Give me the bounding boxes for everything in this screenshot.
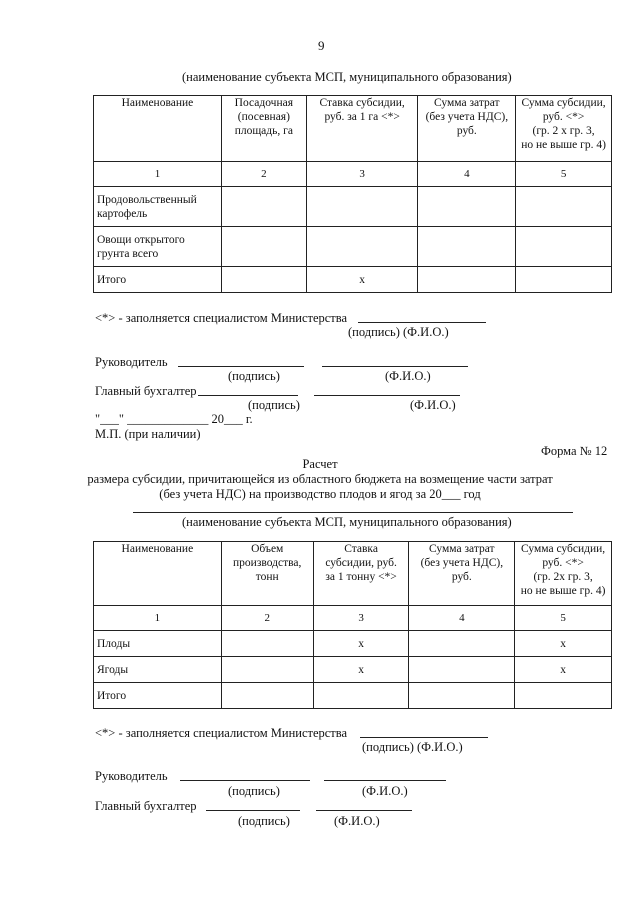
header-cell	[515, 542, 612, 606]
table-row	[94, 631, 612, 657]
table-cell: х	[306, 267, 418, 293]
row-name	[94, 657, 222, 683]
table-cell	[515, 683, 612, 709]
table-cell	[306, 227, 418, 267]
cell-line: но не выше гр. 4)	[520, 585, 606, 597]
table-cell	[418, 227, 516, 267]
date-line: "___" _____________ 20___ г.	[95, 412, 253, 426]
cell-line: Сумма затрат	[434, 97, 500, 109]
column-number: 4	[409, 606, 515, 631]
table-cell	[409, 683, 515, 709]
header-cell	[516, 96, 612, 162]
table-header-row	[94, 542, 612, 606]
entity-name-line[interactable]	[133, 512, 573, 513]
cell-line: тонн	[255, 571, 279, 583]
cell-line: Объем	[251, 543, 284, 555]
cell-line: Наименование	[121, 97, 194, 109]
cell-line: за 1 тонну <*>	[325, 571, 397, 583]
column-number: 3	[306, 162, 418, 187]
cell-line: руб.	[451, 571, 472, 583]
table-row	[94, 227, 612, 267]
header-cell	[94, 96, 222, 162]
column-number: 1	[94, 606, 222, 631]
accountant-name-line[interactable]	[314, 395, 460, 396]
accountant-signature-line[interactable]	[198, 395, 298, 396]
cell-line: картофель	[97, 207, 148, 220]
cell-line: производства,	[233, 557, 302, 569]
table-cell: х	[515, 631, 612, 657]
accountant-name-line[interactable]	[316, 810, 412, 811]
table-row	[94, 187, 612, 227]
accountant-label-1: Главный бухгалтер	[95, 384, 197, 398]
table-cell	[221, 267, 306, 293]
page-number: 9	[318, 38, 325, 53]
table-cell: х	[313, 631, 409, 657]
table-cell	[313, 683, 409, 709]
column-number: 2	[221, 606, 313, 631]
table-row	[94, 267, 612, 293]
entity-caption-1: (наименование субъекта МСП, муниципального образования)	[182, 70, 512, 84]
cell-line: Овощи открытого	[97, 233, 185, 246]
header-cell	[221, 96, 306, 162]
row-name	[94, 227, 222, 267]
table-cell	[221, 227, 306, 267]
cell-line: руб.	[456, 125, 477, 137]
cell-line: (гр. 2х гр. 3,	[533, 571, 593, 583]
cell-line: (без учета НДС),	[420, 557, 504, 569]
form-title: Расчет	[302, 457, 338, 471]
director-label-2: Руководитель	[95, 769, 168, 783]
table-cell	[516, 267, 612, 293]
form-subtitle-line1: размера субсидии, причитающейся из областного бюджета на возмещение части затрат	[87, 472, 553, 486]
column-number-row	[94, 606, 612, 631]
accountant-name-caption-2: (Ф.И.О.)	[334, 814, 380, 828]
table-cell	[418, 267, 516, 293]
accountant-label-2: Главный бухгалтер	[95, 799, 197, 813]
form-subtitle-line2: (без учета НДС) на производство плодов и ягод за 20___ год	[159, 487, 481, 501]
footnote-caption-1: (подпись) (Ф.И.О.)	[348, 325, 449, 339]
stamp-note: М.П. (при наличии)	[95, 427, 201, 441]
cell-line: Продовольственный	[97, 193, 197, 206]
cell-line: Ставка субсидии,	[319, 97, 405, 109]
accountant-sign-caption-1: (подпись)	[248, 398, 300, 412]
cell-line: Сумма субсидии,	[521, 543, 606, 555]
table-cell	[221, 657, 313, 683]
director-name-line[interactable]	[324, 780, 446, 781]
table-cell	[409, 631, 515, 657]
row-name	[94, 187, 222, 227]
director-name-caption-2: (Ф.И.О.)	[362, 784, 408, 798]
footnote-caption-2: (подпись) (Ф.И.О.)	[362, 740, 463, 754]
cell-line: Наименование	[121, 543, 194, 555]
footnote-1: <*> - заполняется специалистом Министерства	[95, 311, 348, 325]
column-number-row	[94, 162, 612, 187]
cell-line: Итого	[97, 273, 127, 286]
column-number: 2	[221, 162, 306, 187]
header-cell	[306, 96, 418, 162]
cell-line: Плоды	[97, 637, 131, 650]
column-number: 5	[516, 162, 612, 187]
cell-line: Итого	[97, 689, 127, 702]
cell-line: руб. <*>	[542, 111, 585, 123]
column-number: 4	[418, 162, 516, 187]
accountant-sign-caption-2: (подпись)	[238, 814, 290, 828]
cell-line: (гр. 2 х гр. 3,	[532, 125, 595, 137]
row-name	[94, 267, 222, 293]
row-name	[94, 631, 222, 657]
cell-line: Ягоды	[97, 663, 129, 676]
cell-line: субсидии, руб.	[325, 557, 397, 569]
table-row	[94, 683, 612, 709]
director-signature-line[interactable]	[178, 366, 304, 367]
subsidy-table-1	[93, 95, 612, 293]
header-cell	[313, 542, 409, 606]
table-cell	[516, 227, 612, 267]
director-sign-caption-1: (подпись)	[228, 369, 280, 383]
subsidy-table-2	[93, 541, 612, 709]
footnote-2: <*> - заполняется специалистом Министерства	[95, 726, 348, 740]
signature-line[interactable]	[358, 322, 486, 323]
director-label-1: Руководитель	[95, 355, 168, 369]
table-row	[94, 657, 612, 683]
column-number: 5	[515, 606, 612, 631]
entity-caption-2: (наименование субъекта МСП, муниципального образования)	[182, 515, 512, 529]
cell-line: (без учета НДС),	[425, 111, 509, 123]
cell-line: (посевная)	[237, 111, 290, 123]
cell-line: Ставка	[344, 543, 378, 555]
cell-line: грунта всего	[97, 247, 159, 260]
cell-line: Сумма затрат	[429, 543, 495, 555]
row-name	[94, 683, 222, 709]
director-name-line[interactable]	[322, 366, 468, 367]
form-label: Форма № 12	[541, 444, 608, 458]
header-cell	[94, 542, 222, 606]
table-cell	[306, 187, 418, 227]
table-cell: х	[515, 657, 612, 683]
cell-line: площадь, га	[234, 125, 293, 137]
table-cell	[409, 657, 515, 683]
cell-line: Сумма субсидии,	[521, 97, 606, 109]
header-cell	[409, 542, 515, 606]
cell-line: руб. <*>	[542, 557, 584, 569]
table-cell	[221, 683, 313, 709]
header-cell	[221, 542, 313, 606]
table-cell	[516, 187, 612, 227]
header-cell	[418, 96, 516, 162]
column-number: 1	[94, 162, 222, 187]
table-cell	[221, 187, 306, 227]
accountant-name-caption-1: (Ф.И.О.)	[410, 398, 456, 412]
table-cell	[221, 631, 313, 657]
accountant-signature-line[interactable]	[206, 810, 300, 811]
signature-line[interactable]	[360, 737, 488, 738]
cell-line: Посадочная	[234, 97, 293, 109]
table-cell: х	[313, 657, 409, 683]
cell-line: руб. за 1 га <*>	[324, 111, 400, 123]
table-header-row	[94, 96, 612, 162]
table-cell	[418, 187, 516, 227]
cell-line: но не выше гр. 4)	[521, 139, 606, 151]
director-sign-caption-2: (подпись)	[228, 784, 280, 798]
column-number: 3	[313, 606, 409, 631]
director-name-caption-1: (Ф.И.О.)	[385, 369, 431, 383]
director-signature-line[interactable]	[180, 780, 310, 781]
